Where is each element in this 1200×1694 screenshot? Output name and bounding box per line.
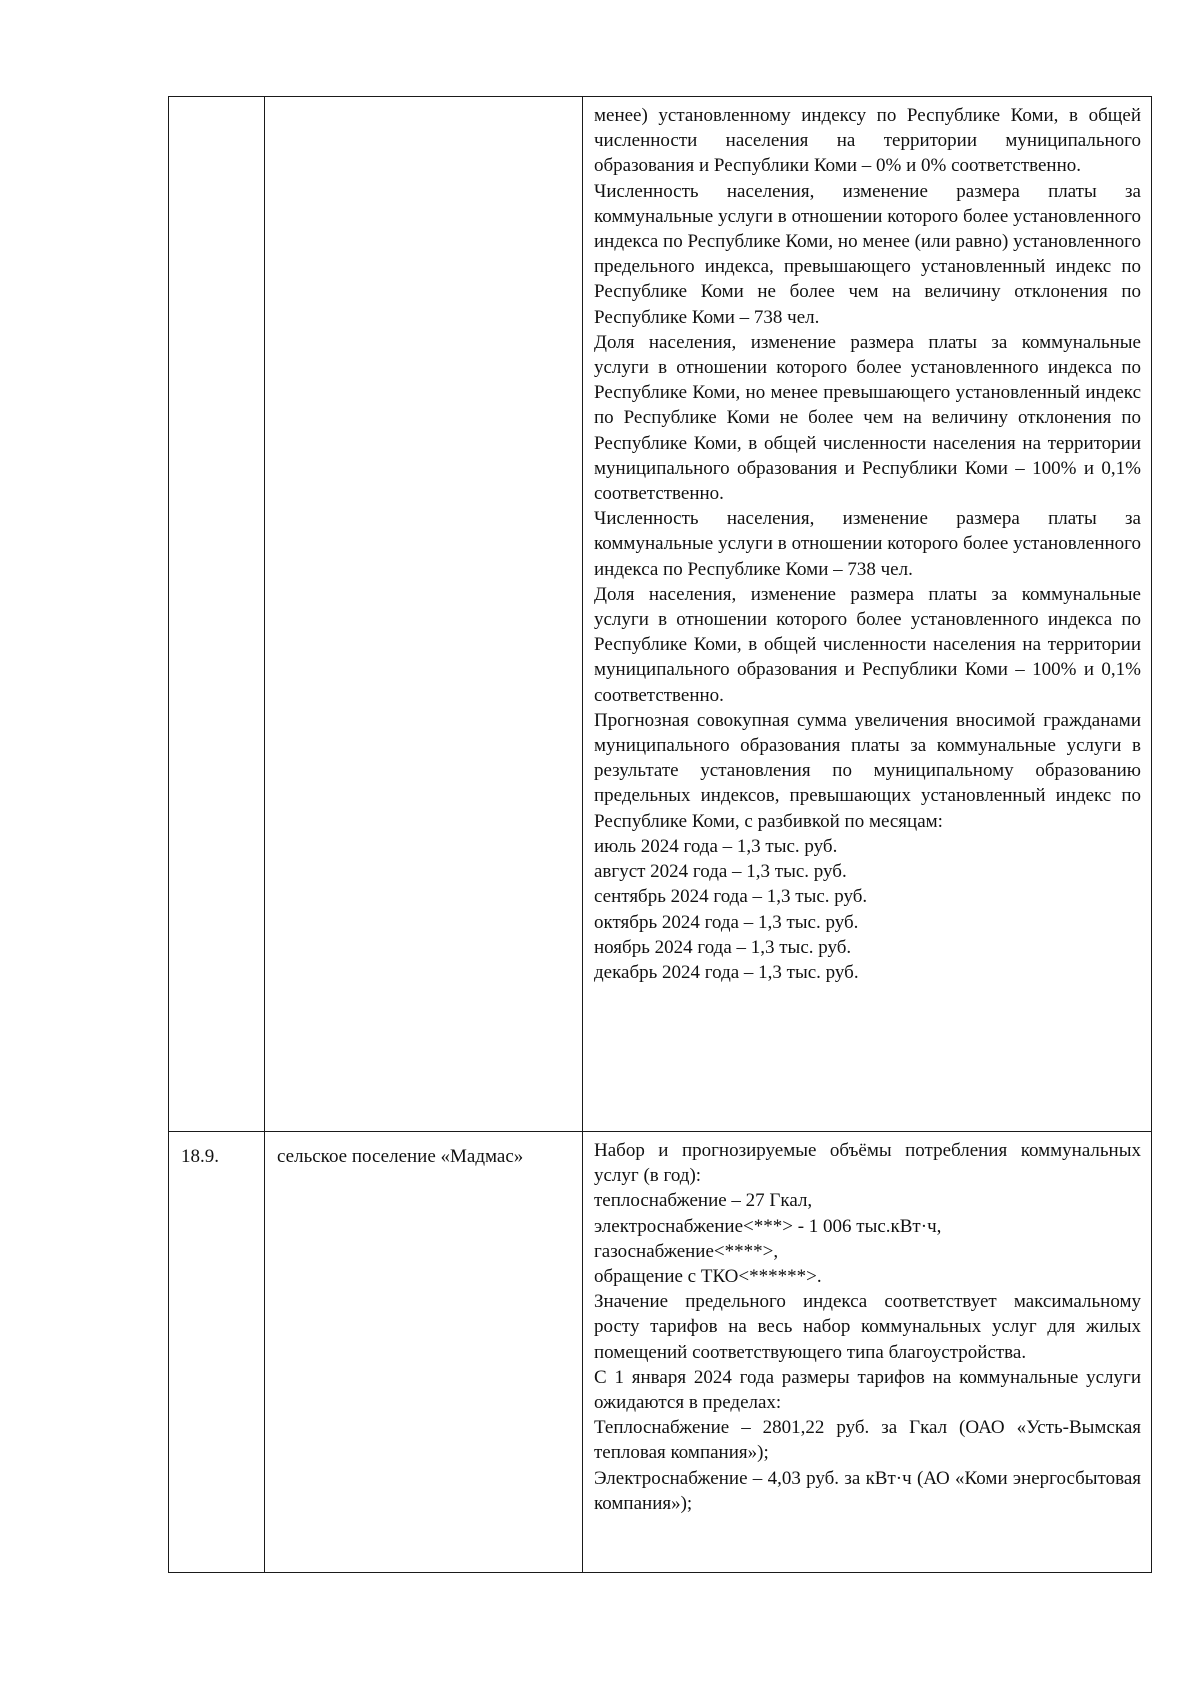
row-number-cell <box>169 97 265 1132</box>
paragraph: Значение предельного индекса соответствует максимальному росту тарифов на весь набор коммунальных услуг для жилых помещений соответствующего типа благоустройства. <box>594 1291 1141 1363</box>
municipality-name-cell <box>265 97 583 1132</box>
paragraph: газоснабжение<****>, <box>594 1240 779 1262</box>
table-row <box>169 97 1152 1132</box>
row-number-cell: 18.9. <box>169 1132 265 1573</box>
paragraph: менее) установленному индексу по Республике Коми, в общей численности населения на территории муниципального образования и Республики Коми – 0% и 0% соответственно. <box>594 105 1141 177</box>
paragraph: Доля населения, изменение размера платы за коммунальные услуги в отношении которого более установленного индекса по Республике Коми, в общей численности населения на территории муниципального образования и Республики Коми – 100% и 0,1% соответственно. <box>594 583 1141 706</box>
description-cell <box>583 97 1152 1132</box>
paragraph: Электроснабжение – 4,03 руб. за кВт·ч (АО «Коми энергосбытовая компания»); <box>594 1467 1141 1514</box>
monthly-amount-line: июль 2024 года – 1,3 тыс. руб. <box>594 835 838 857</box>
paragraph: Набор и прогнозируемые объёмы потребления коммунальных услуг (в год): <box>594 1140 1141 1187</box>
monthly-amount-line: август 2024 года – 1,3 тыс. руб. <box>594 861 847 883</box>
monthly-amount-line: ноябрь 2024 года – 1,3 тыс. руб. <box>594 936 852 958</box>
paragraph: Теплоснабжение – 2801,22 руб. за Гкал (ОАО «Усть-Вымская тепловая компания»); <box>594 1417 1141 1464</box>
paragraph: электроснабжение<***> - 1 006 тыс.кВт·ч, <box>594 1215 942 1237</box>
paragraph: обращение с ТКО<******>. <box>594 1266 822 1288</box>
paragraph: Прогнозная совокупная сумма увеличения вносимой гражданами муниципального образования платы за коммунальные услуги в результате установления по муниципальному образованию предельных индексов, превышающих установленный индекс по Республике Коми, с разбивкой по месяцам: <box>594 709 1141 832</box>
paragraph: теплоснабжение – 27 Гкал, <box>594 1190 813 1212</box>
paragraph: Доля населения, изменение размера платы за коммунальные услуги в отношении которого более установленного индекса по Республике Коми, но менее превышающего установленный индекс по Республике Коми не более чем на величину отклонения по Республике Коми, в общей численности населения на территории муниципального образования и Республики Коми – 100% и 0,1% соответственно. <box>594 331 1141 505</box>
paragraph: Численность населения, изменение размера платы за коммунальные услуги в отношении которого более установленного индекса по Республике Коми, но менее (или равно) установленного предельного индекса, превышающего установленный индекс по Республике Коми не более чем на величину отклонения по Республике Коми – 738 чел. <box>594 180 1141 328</box>
tariff-table <box>168 96 1152 1573</box>
paragraph: Численность населения, изменение размера платы за коммунальные услуги в отношении которого более установленного индекса по Республике Коми – 738 чел. <box>594 508 1141 580</box>
description-cell <box>583 1132 1152 1573</box>
paragraph: С 1 января 2024 года размеры тарифов на коммунальные услуги ожидаются в пределах: <box>594 1366 1141 1414</box>
monthly-amount-line: октябрь 2024 года – 1,3 тыс. руб. <box>594 911 859 933</box>
monthly-amount-line: сентябрь 2024 года – 1,3 тыс. руб. <box>594 886 868 908</box>
table-row <box>169 1132 1152 1573</box>
municipality-name-cell: сельское поселение «Мадмас» <box>265 1132 583 1573</box>
monthly-amount-line: декабрь 2024 года – 1,3 тыс. руб. <box>594 961 859 983</box>
